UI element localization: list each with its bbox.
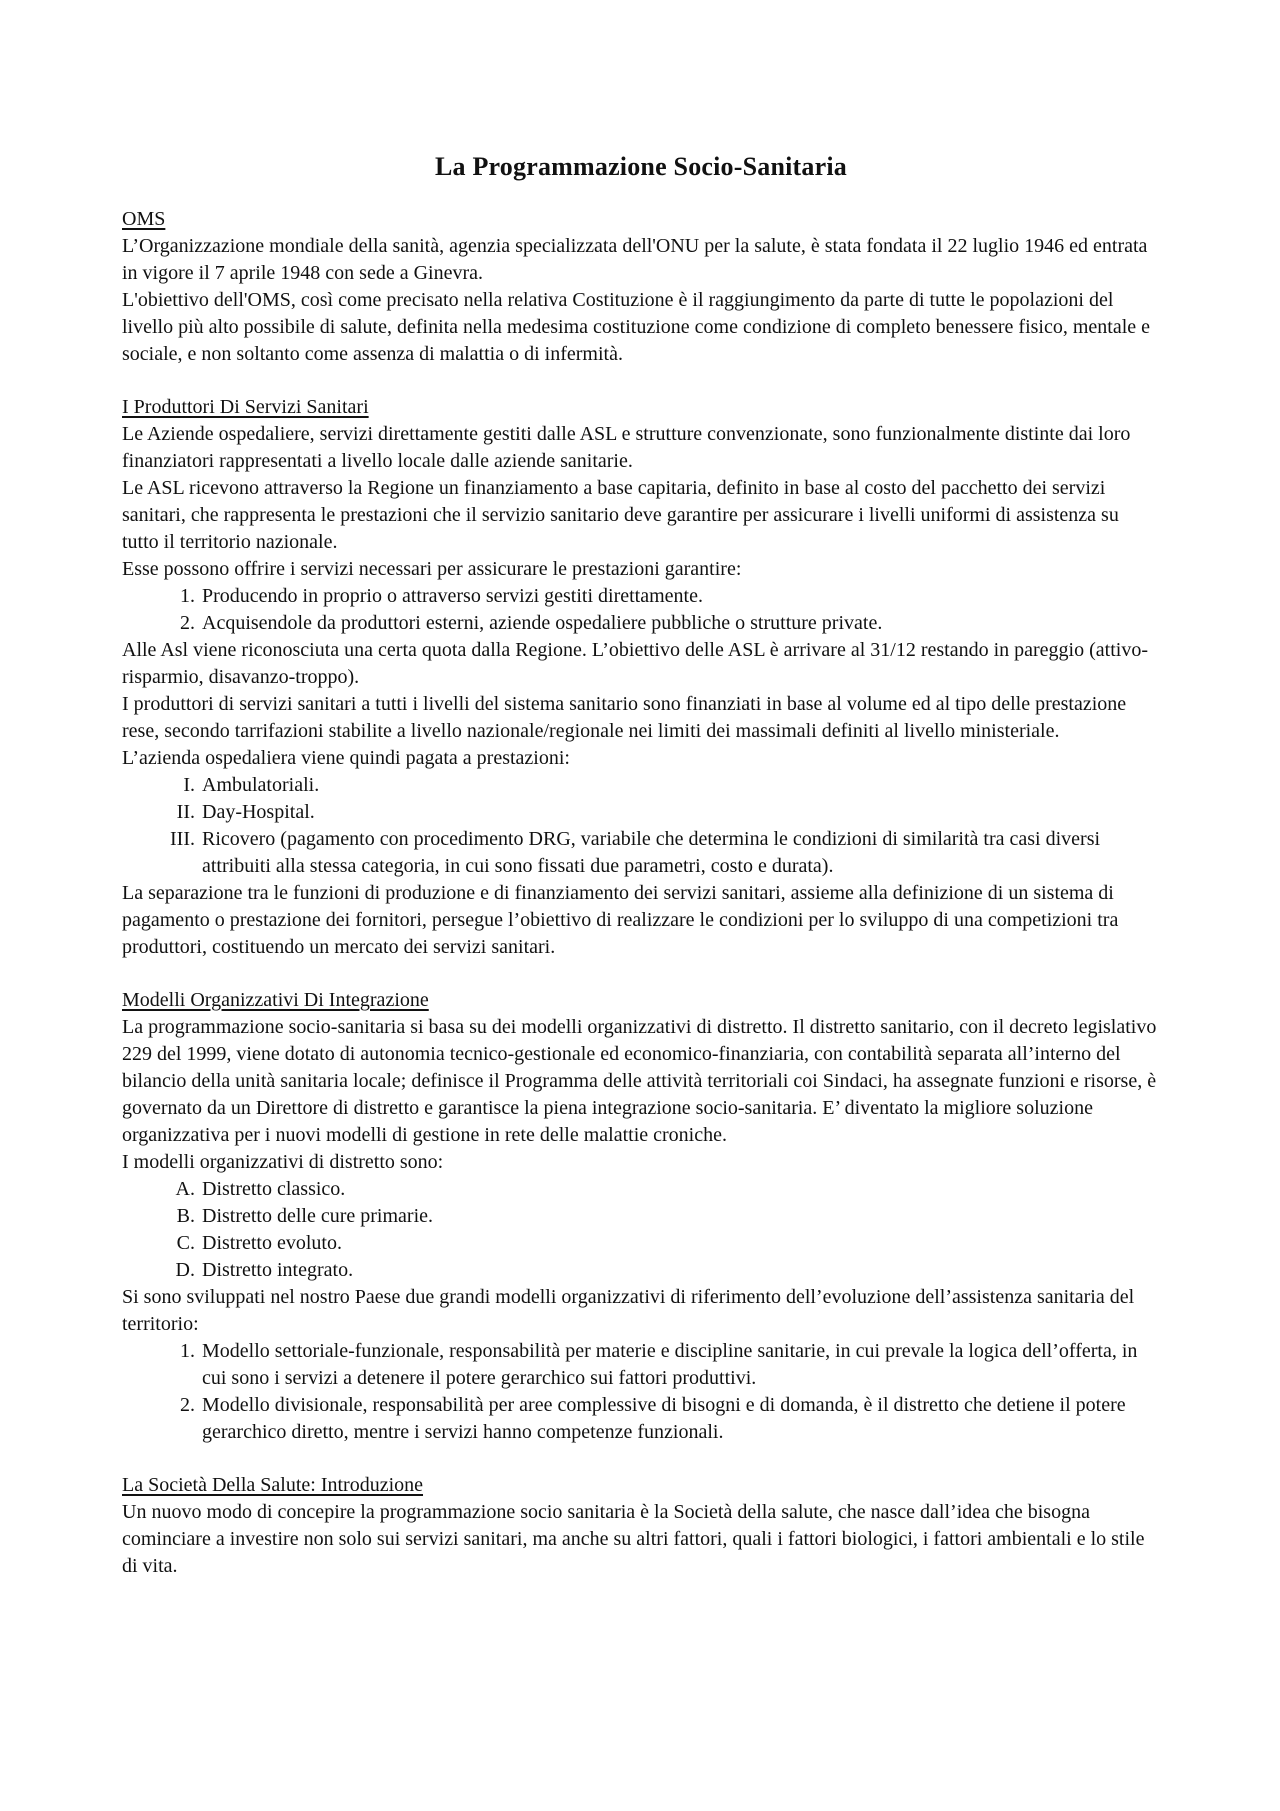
list-item: II. Day-Hospital. [200,799,1160,826]
paragraph: L’Organizzazione mondiale della sanità, agenzia specializzata dell'ONU per la salute, è stata fondata il 22 luglio 1946 ed entrata in vigore il 7 aprile 1948 con sede a Ginevra. [122,235,1148,284]
roman-list [122,772,1160,880]
paragraph: Si sono sviluppati nel nostro Paese due grandi modelli organizzativi di riferimento dell’evoluzione dell’assistenza sanitaria del territorio: [122,1286,1135,1335]
section-oms [122,206,1160,368]
paragraph: Le ASL ricevono attraverso la Regione un finanziamento a base capitaria, definito in base al costo del pacchetto dei servizi sanitari, che rappresenta le prestazioni che il servizio sanitario deve garantire per assicurare i livelli uniformi di assistenza su tutto il territorio nazionale. [122,477,1119,553]
paragraph: I produttori di servizi sanitari a tutti i livelli del sistema sanitario sono finanziati in base al volume ed al tipo delle prestazione rese, secondo tarrifazioni stabilite a livello nazionale/regionale nei limiti dei massimali definiti al livello ministeriale. [122,693,1127,742]
section-produttori [122,394,1160,961]
numbered-list [122,583,1160,637]
section-modelli [122,987,1160,1446]
list-item: C. Distretto evoluto. [200,1230,1160,1257]
list-item: D. Distretto integrato. [200,1257,1160,1284]
paragraph: Esse possono offrire i servizi necessari per assicurare le prestazioni garantire: [122,558,742,580]
section-heading-oms: OMS [122,208,166,230]
paragraph: Le Aziende ospedaliere, servizi direttamente gestiti dalle ASL e strutture convenzionate, sono funzionalmente distinte dai loro finanziatori rappresentati a livello locale dalle aziende sanitarie. [122,423,1131,472]
section-societa [122,1472,1160,1580]
list-item: A. Distretto classico. [200,1176,1160,1203]
paragraph: L'obiettivo dell'OMS, così come precisato nella relativa Costituzione è il raggiungimento da parte di tutte le popolazioni del livello più alto possibile di salute, definita nella medesima costituzione come condizione di completo benessere fisico, mentale e sociale, e non soltanto come assenza di malattia o di infermità. [122,289,1151,365]
paragraph: La programmazione socio-sanitaria si basa su dei modelli organizzativi di distretto. Il distretto sanitario, con il decreto legislativo 229 del 1999, viene dotato di autonomia tecnico-gestionale ed economico-finanziaria, con contabilità separata all’interno del bilancio della unità sanitaria locale; definisce il Programma delle attività territoriali coi Sindaci, ha assegnate funzioni e risorse, è governato da un Direttore di distretto e garantisce la piena integrazione socio-sanitaria. E’ diventato la migliore soluzione organizzativa per i nuovi modelli di gestione in rete delle malattie croniche. [122,1016,1157,1146]
section-heading-societa: La Società Della Salute: Introduzione [122,1474,424,1496]
list-item: 2. Modello divisionale, responsabilità per aree complessive di bisogni e di domanda, è il distretto che detiene il potere gerarchico diretto, mentre i servizi hanno competenze funzionali. [200,1392,1160,1446]
list-item: 1. Modello settoriale-funzionale, responsabilità per materie e discipline sanitarie, in cui prevale la logica dell’offerta, in cui sono i servizi a detenere il potere gerarchico sui fattori produttivi. [200,1338,1160,1392]
page-title: La Programmazione Socio-Sanitaria [435,152,847,181]
list-item: B. Distretto delle cure primarie. [200,1203,1160,1230]
list-item: III. Ricovero (pagamento con procedimento DRG, variabile che determina le condizioni di similarità tra casi diversi attribuiti alla stessa categoria, in cui sono fissati due parametri, costo e durata). [200,826,1160,880]
paragraph: L’azienda ospedaliera viene quindi pagata a prestazioni: [122,747,570,769]
list-item: 2. Acquisendole da produttori esterni, aziende ospedaliere pubbliche o strutture private. [200,610,1160,637]
list-item: 1. Producendo in proprio o attraverso servizi gestiti direttamente. [200,583,1160,610]
paragraph: Alle Asl viene riconosciuta una certa quota dalla Regione. L’obiettivo delle ASL è arrivare al 31/12 restando in pareggio (attivo-risparmio, disavanzo-troppo). [122,639,1148,688]
paragraph: La separazione tra le funzioni di produzione e di finanziamento dei servizi sanitari, assieme alla definizione di un sistema di pagamento o prestazione dei fornitori, persegue l’obiettivo di realizzare le condizioni per lo sviluppo di una competizioni tra produttori, costituendo un mercato dei servizi sanitari. [122,882,1119,958]
numbered-list [122,1338,1160,1446]
paragraph: Un nuovo modo di concepire la programmazione socio sanitaria è la Società della salute, che nasce dall’idea che bisogna cominciare a investire non solo sui servizi sanitari, ma anche su altri fattori, quali i fattori biologici, i fattori ambientali e lo stile di vita. [122,1501,1145,1577]
alpha-list [122,1176,1160,1284]
section-heading-produttori: I Produttori Di Servizi Sanitari [122,396,369,418]
list-item: I. Ambulatoriali. [200,772,1160,799]
paragraph: I modelli organizzativi di distretto sono: [122,1151,444,1173]
section-heading-modelli: Modelli Organizzativi Di Integrazione [122,989,429,1011]
